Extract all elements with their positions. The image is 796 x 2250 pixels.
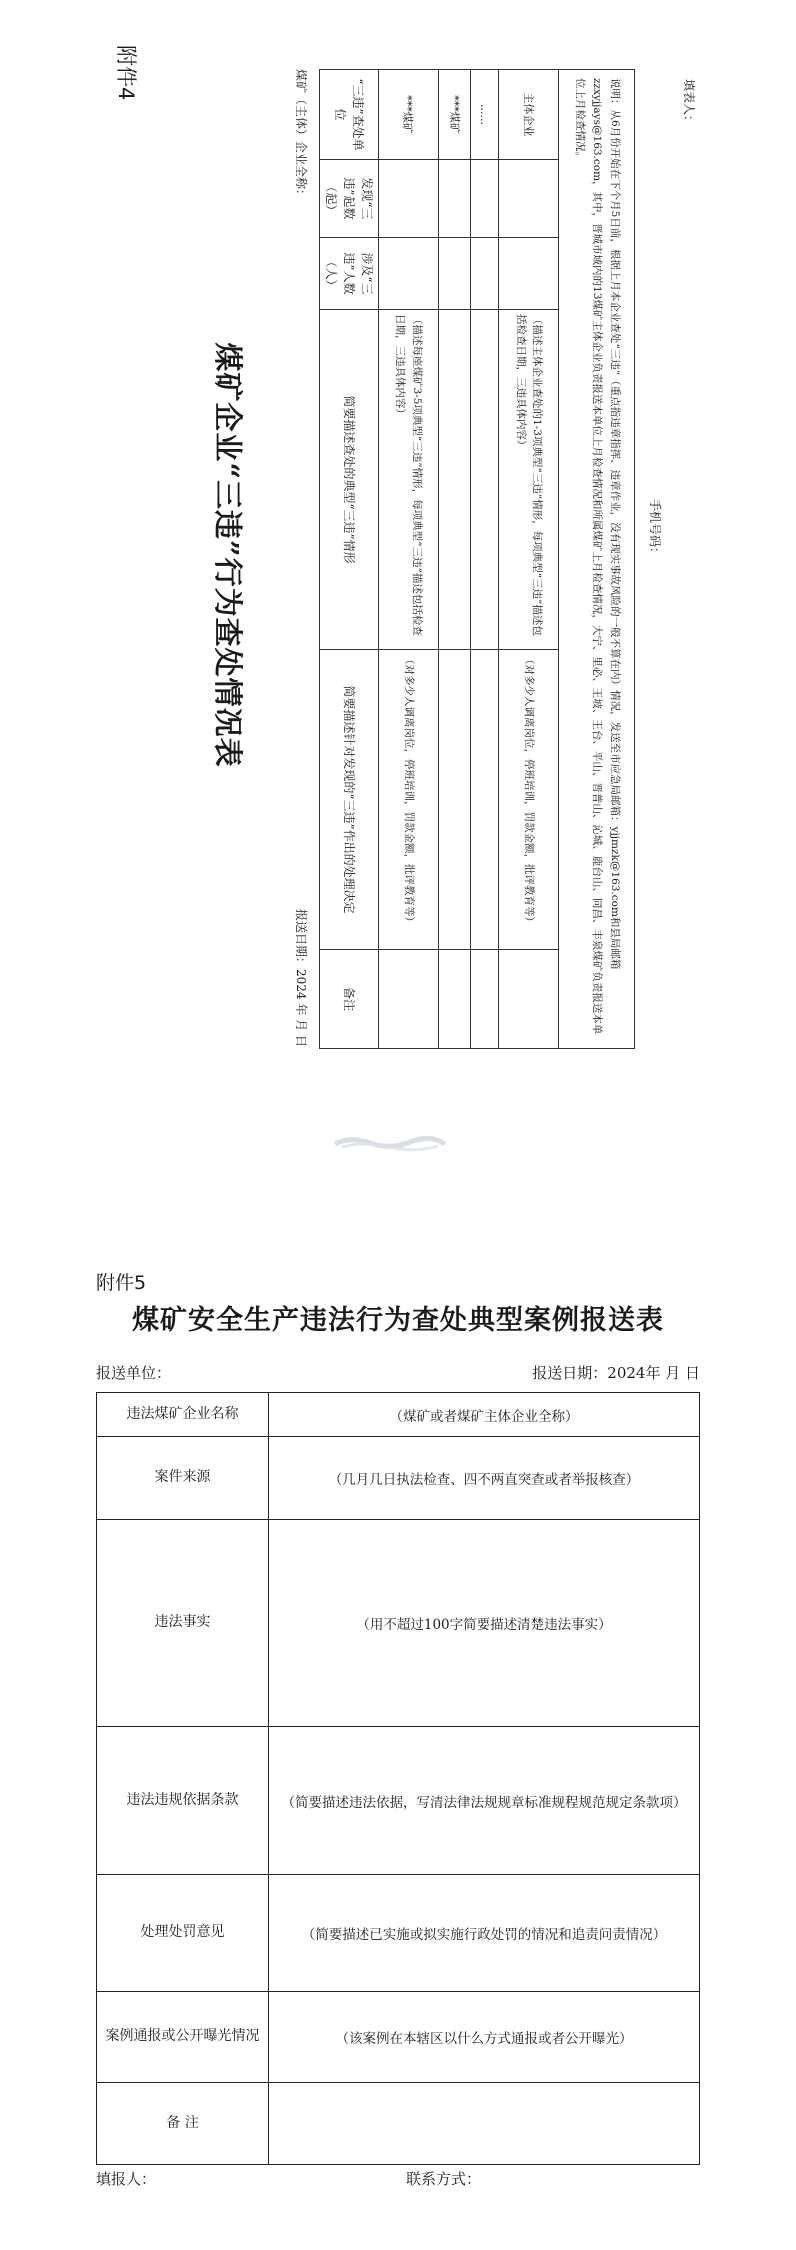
col-decision: 简要描述针对发现的“三违”作出的处理决定 bbox=[320, 650, 379, 950]
cell-unit: ...... bbox=[471, 70, 499, 160]
page-title: 煤矿安全生产违法行为查处典型案例报送表 bbox=[132, 1305, 664, 1336]
cell-decision bbox=[471, 650, 499, 950]
contact-label: 联系方式： bbox=[406, 2170, 482, 2188]
cell-people bbox=[471, 238, 499, 310]
col-unit: “三违”查处单位 bbox=[320, 70, 379, 160]
table-row bbox=[471, 70, 499, 1049]
row-value: （简要描述违法依据，写清法律法规规章标准规程规范规定条款项） bbox=[269, 1727, 700, 1875]
table-row bbox=[379, 70, 439, 1049]
annex-label: 附件5 bbox=[96, 1272, 147, 1294]
report-date: 报送日期：2024年 月 日 bbox=[532, 1364, 700, 1382]
cell-desc bbox=[471, 310, 499, 650]
violations-table bbox=[319, 69, 635, 1049]
cell-desc bbox=[438, 310, 471, 650]
page-1 bbox=[0, 0, 796, 1120]
row-label: 违法违规依据条款 bbox=[97, 1727, 269, 1875]
cell-people bbox=[499, 238, 559, 310]
annex-label: 附件4 bbox=[114, 45, 138, 101]
cell-decision: （对多少人调离岗位，停班培训，罚款金额，批评教育等） bbox=[499, 650, 559, 950]
table-header-row bbox=[320, 70, 379, 1049]
meta-row bbox=[96, 1362, 700, 1386]
unit-label: 报送单位： bbox=[96, 1364, 172, 1382]
cell-count bbox=[499, 160, 559, 238]
unit-label: 煤矿（主体）企业全称： bbox=[294, 69, 308, 202]
row-value: （几月几日执法检查、四不两直突查或者举报核查） bbox=[269, 1437, 700, 1520]
phone-label: 手机号码： bbox=[648, 499, 662, 560]
table-row bbox=[97, 1992, 700, 2083]
row-label: 违法煤矿企业名称 bbox=[97, 1393, 269, 1437]
row-value bbox=[269, 2083, 700, 2165]
row-label: 案件来源 bbox=[97, 1437, 269, 1520]
row-value: （煤矿或者煤矿主体企业全称） bbox=[269, 1393, 700, 1437]
filler-label: 填表人： bbox=[682, 79, 696, 128]
cell-note bbox=[499, 950, 559, 1049]
page-title: 煤矿企业“三违”行为查处情况表 bbox=[211, 342, 245, 768]
row-label: 备 注 bbox=[97, 2083, 269, 2165]
filler-label: 填报人： bbox=[96, 2170, 157, 2188]
table-row bbox=[97, 1393, 700, 1437]
table-row bbox=[97, 1437, 700, 1520]
row-value: （简要描述已实施或拟实施行政处罚的情况和追责问责情况） bbox=[269, 1875, 700, 1992]
table-row bbox=[97, 1875, 700, 1992]
meta-row bbox=[288, 69, 310, 1047]
cell-unit: ***煤矿 bbox=[438, 70, 471, 160]
notes-cell: 说明：从6月份开始在下个月5日前，根据上月本企业查处“三违”（重点指违章指挥、违章作业，没有现实事故风险的一般不算在内）情况，发送至市应急局邮箱：yjjmzk@163.com和县局邮箱zzxyjjays@163.com，其中，晋城市域内的13煤矿主体企业负责报送本单位上月检查情况和所属煤矿上月检查情况，大宁、里必、王坡、王台、平山、晋普山、沁城、鹿台山、同昌、丰泉煤矿负责报送本单位上月检查情况。 bbox=[559, 70, 635, 1049]
row-label: 违法事实 bbox=[97, 1520, 269, 1727]
table-row bbox=[97, 1520, 700, 1727]
cell-desc: （描述主体企业查处的1-3项典型“三违”情形，每项典型“三违”描述包括检查日期，三违具体内容） bbox=[499, 310, 559, 650]
row-label: 处理处罚意见 bbox=[97, 1875, 269, 1992]
page-2 bbox=[0, 1130, 796, 2250]
cell-desc: （描述每座煤矿3-5项典型“三违”情形，每项典型“三违”描述包括检查日期，三违具体内容） bbox=[379, 310, 439, 650]
cell-count bbox=[438, 160, 471, 238]
report-date: 报送日期：2024 年 月 日 bbox=[294, 909, 308, 1047]
rotated-form bbox=[78, 35, 718, 1075]
cell-note bbox=[471, 950, 499, 1049]
table-row bbox=[97, 1727, 700, 1875]
cell-unit: 主体企业 bbox=[499, 70, 559, 160]
table-row bbox=[438, 70, 471, 1049]
row-value: （用不超过100字简要描述清楚违法事实） bbox=[269, 1520, 700, 1727]
cell-note bbox=[438, 950, 471, 1049]
cell-count bbox=[379, 160, 439, 238]
cell-decision: （对多少人调离岗位，停班培训，罚款金额，批评教育等） bbox=[379, 650, 439, 950]
col-people: 涉及“三违”人数（人） bbox=[320, 238, 379, 310]
col-desc: 简要描述查处的典型“三违”情形 bbox=[320, 310, 379, 650]
cell-count bbox=[471, 160, 499, 238]
row-value: （该案例在本辖区以什么方式通报或者公开曝光） bbox=[269, 1992, 700, 2083]
cell-people bbox=[438, 238, 471, 310]
col-note: 备注 bbox=[320, 950, 379, 1049]
case-report-table bbox=[96, 1392, 700, 2165]
cell-note bbox=[379, 950, 439, 1049]
cell-decision bbox=[438, 650, 471, 950]
col-count: 发现“三违”起数（起） bbox=[320, 160, 379, 238]
table-row bbox=[97, 2083, 700, 2165]
row-label: 案例通报或公开曝光情况 bbox=[97, 1992, 269, 2083]
table-row bbox=[499, 70, 559, 1049]
cell-people bbox=[379, 238, 439, 310]
cell-unit: ***煤矿 bbox=[379, 70, 439, 160]
footer-row bbox=[96, 2168, 700, 2192]
